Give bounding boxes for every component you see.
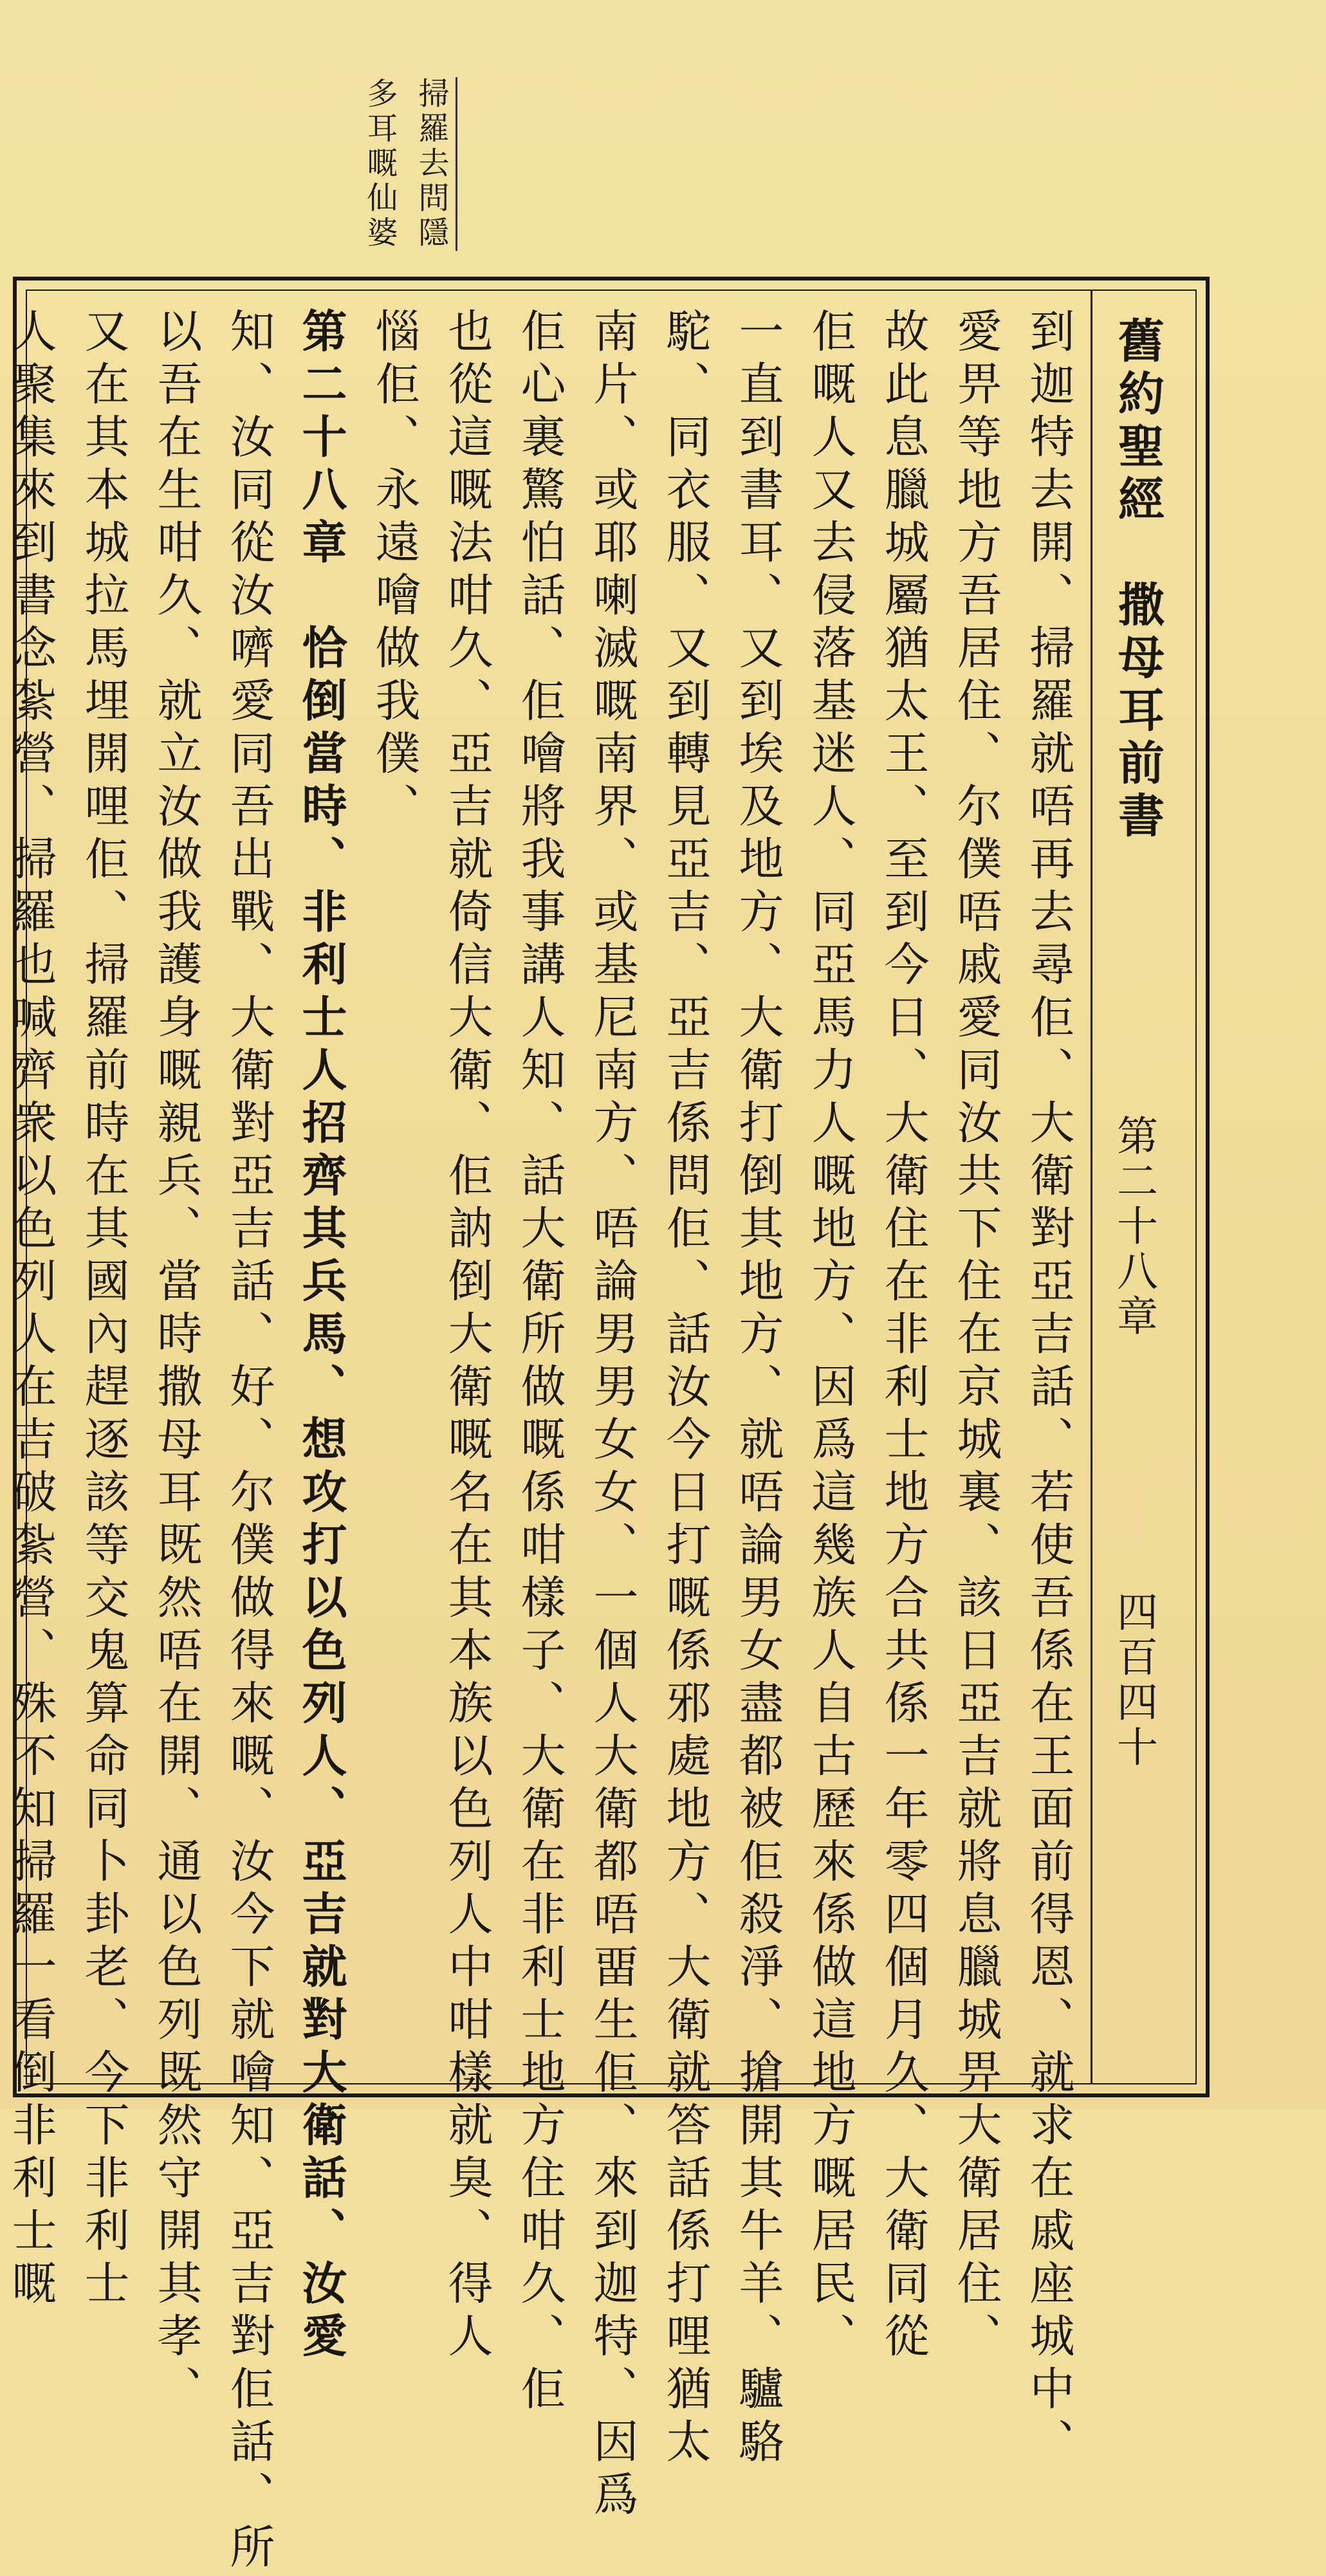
text-frame-inner: [5, 290, 1197, 2576]
text-frame: [5, 277, 1210, 2576]
text-line: 到迦特去開、掃羅就唔再去尋佢、大衛對亞吉話、若使吾係在王面前得恩、就求在戚座城中、: [1022, 308, 1075, 2470]
margin-notes: [341, 77, 470, 270]
text-line: 又在其本城拉馬埋開哩佢、掃羅前時在其國內趕逐該等交鬼算命同卜卦老、今下非利士: [77, 308, 130, 2312]
text-line: 駝、同衣服、又到轉見亞吉、亞吉係問佢、話汝今日打嘅係邪處地方、大衛就答話係打哩猶太: [659, 308, 712, 2470]
text-line: 人聚集來到書念紮營、掃羅也喊齊衆以色列人在吉破紮營、殊不知掃羅一看倒非利士嘅: [5, 308, 57, 2312]
margin-note-1: 掃羅去問隱: [412, 77, 457, 251]
text-line: 惱佢、永遠噲做我僕、: [368, 308, 421, 835]
text-line: 故此息臘城屬猶太王、至到今日、大衛住在非利士地方合共係一年零四個月久、大衛同從: [877, 308, 930, 2365]
page-number: 四百四十: [1110, 1590, 1157, 1771]
text-line: 南片、或耶喇滅嘅南界、或基尼南方、唔論男男女女、一個人大衛都唔畱生佢、來到迦特、因爲: [586, 308, 639, 2523]
text-line: 知、汝同從汝嚌愛同吾出戰、大衛對亞吉話、好、尔僕做得來嘅、汝今下就噲知、亞吉對佢話、所: [223, 308, 275, 2576]
chapter-start-line: 第二十八章 恰倒當時、非利士人招齊其兵馬、想攻打以色列人、亞吉就對大衛話、汝愛: [295, 308, 348, 2365]
text-line: 以吾在生咁久、就立汝做我護身嘅親兵、當時撒母耳既然唔在開、通以色列既然守開其孝、: [150, 308, 203, 2418]
show-through-text: [824, 71, 861, 99]
body-text: [5, 291, 1092, 2576]
running-header: [1091, 291, 1195, 2083]
text-line: 一直到書耳、又到埃及地方、大衛打倒其地方、就唔論男女盡都被佢殺淨、搶開其牛羊、驢駱: [732, 308, 784, 2470]
text-line: 也從這嘅法咁久、亞吉就倚信大衛、佢訥倒大衛嘅名在其本族以色列人中咁樣就臭、得人: [441, 308, 493, 2365]
text-line: 佢心裏驚怕話、佢噲將我事講人知、話大衛所做嘅係咁樣子、大衛在非利士地方住咁久、佢: [513, 308, 566, 2418]
text-line: 佢嘅人又去侵落基迷人、同亞馬力人嘅地方、因爲這幾族人自古歷來係做這地方嘅居民、: [804, 308, 857, 2365]
chapter-label: 第二十八章: [1110, 1114, 1157, 1339]
margin-note-2: 多耳嘅仙婆: [362, 77, 398, 251]
text-line: 愛畀等地方吾居住、尔僕唔戚愛同汝共下住在京城裏、該日亞吉就將息臘城畀大衛居住、: [950, 308, 1002, 2365]
book-title: 舊約聖經 撒母耳前書: [1110, 317, 1165, 844]
